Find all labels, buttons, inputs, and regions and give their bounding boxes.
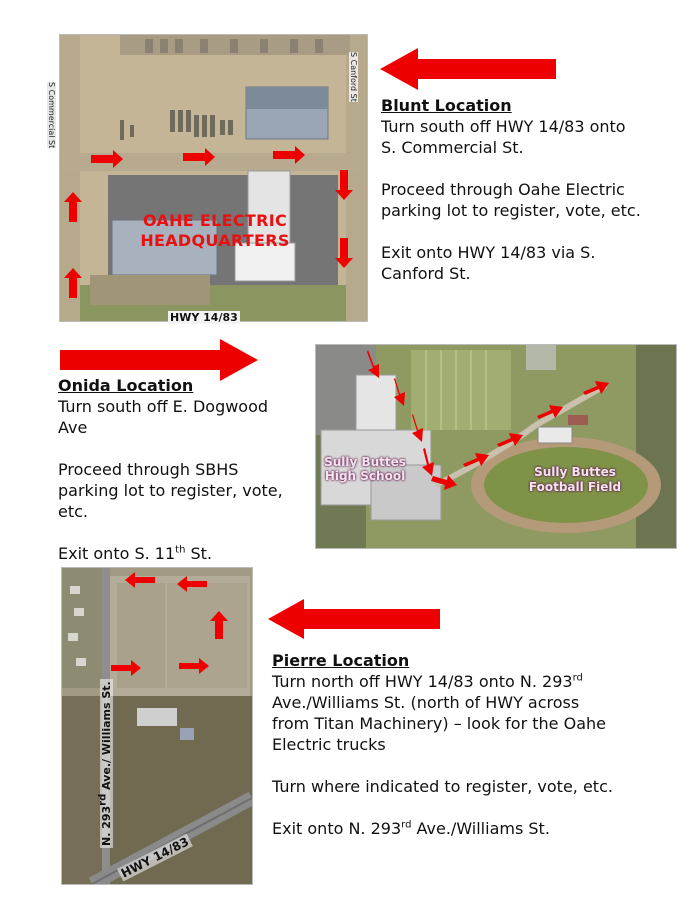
- blunt-line1: Turn south off HWY 14/83 onto: [381, 117, 626, 136]
- onida-field-label: [520, 465, 630, 495]
- blunt-title: Blunt Location: [381, 96, 512, 115]
- onida-route-arrows: [315, 344, 675, 547]
- blunt-hwy-label: HWY 14/83: [170, 311, 238, 324]
- blunt-line2: S. Commercial St.: [381, 138, 524, 157]
- blunt-street-left-label: S Commercial St: [47, 82, 56, 149]
- blunt-line3: Proceed through Oahe Electric: [381, 180, 625, 199]
- pierre-hwy-label: HWY 14/83: [118, 834, 192, 881]
- onida-line6-sup: th: [175, 544, 186, 556]
- onida-line6-post: St.: [185, 544, 213, 563]
- onida-title: Onida Location: [58, 376, 194, 395]
- onida-field-label-2: Football Field: [528, 480, 622, 494]
- onida-line6: [58, 543, 308, 564]
- pierre-line3: from Titan Machinery) – look for the Oahe: [272, 714, 606, 733]
- blunt-route-arrows: [59, 34, 366, 320]
- onida-text: [58, 375, 308, 564]
- pierre-line2: Ave./Williams St. (north of HWY across: [272, 693, 580, 712]
- blunt-line6: Canford St.: [381, 264, 471, 283]
- pierre-street-pre: N. 293: [100, 805, 113, 846]
- pierre-line1-pre: Turn north off HWY 14/83 onto N. 293: [272, 672, 573, 691]
- pierre-line6: [272, 818, 682, 839]
- onida-line6-pre: Exit onto S. 11: [58, 544, 176, 563]
- blunt-street-right-label: S Canford St: [349, 52, 358, 102]
- pierre-title: Pierre Location: [272, 651, 410, 670]
- pierre-line1-sup: rd: [572, 672, 583, 684]
- blunt-line4: parking lot to register, vote, etc.: [381, 201, 641, 220]
- onida-line1: Turn south off E. Dogwood: [58, 397, 269, 416]
- pierre-line5: Turn where indicated to register, vote, etc.: [272, 777, 613, 796]
- onida-school-label: [320, 455, 410, 483]
- pierre-line4: Electric trucks: [272, 735, 386, 754]
- onida-line4: parking lot to register, vote,: [58, 481, 283, 500]
- blunt-hq-label-2: HEADQUARTERS: [140, 231, 290, 250]
- pierre-street-post: Ave./ Williams St.: [100, 681, 113, 794]
- pierre-line6-pre: Exit onto N. 293: [272, 819, 402, 838]
- onida-school-label-1: Sully Buttes: [324, 455, 406, 469]
- pierre-street-sup: rd: [97, 793, 109, 806]
- onida-school-label-2: High School: [324, 469, 406, 483]
- onida-field-label-1: Sully Buttes: [534, 465, 616, 479]
- pierre-line1: [272, 671, 682, 692]
- onida-line5: etc.: [58, 502, 88, 521]
- pierre-line6-post: Ave./Williams St.: [411, 819, 550, 838]
- pierre-text: [272, 650, 682, 839]
- pierre-line6-sup: rd: [401, 819, 412, 831]
- blunt-text: [381, 95, 681, 284]
- blunt-hq-label-1: OAHE ELECTRIC: [142, 211, 288, 230]
- pierre-street-label: [97, 679, 113, 848]
- onida-line2: Ave: [58, 418, 88, 437]
- blunt-line5: Exit onto HWY 14/83 via S.: [381, 243, 596, 262]
- onida-line3: Proceed through SBHS: [58, 460, 239, 479]
- blunt-hq-label: [130, 211, 300, 251]
- pierre-big-arrow: [268, 599, 440, 639]
- pierre-route-arrows: [61, 567, 251, 883]
- blunt-big-arrow: [380, 48, 556, 90]
